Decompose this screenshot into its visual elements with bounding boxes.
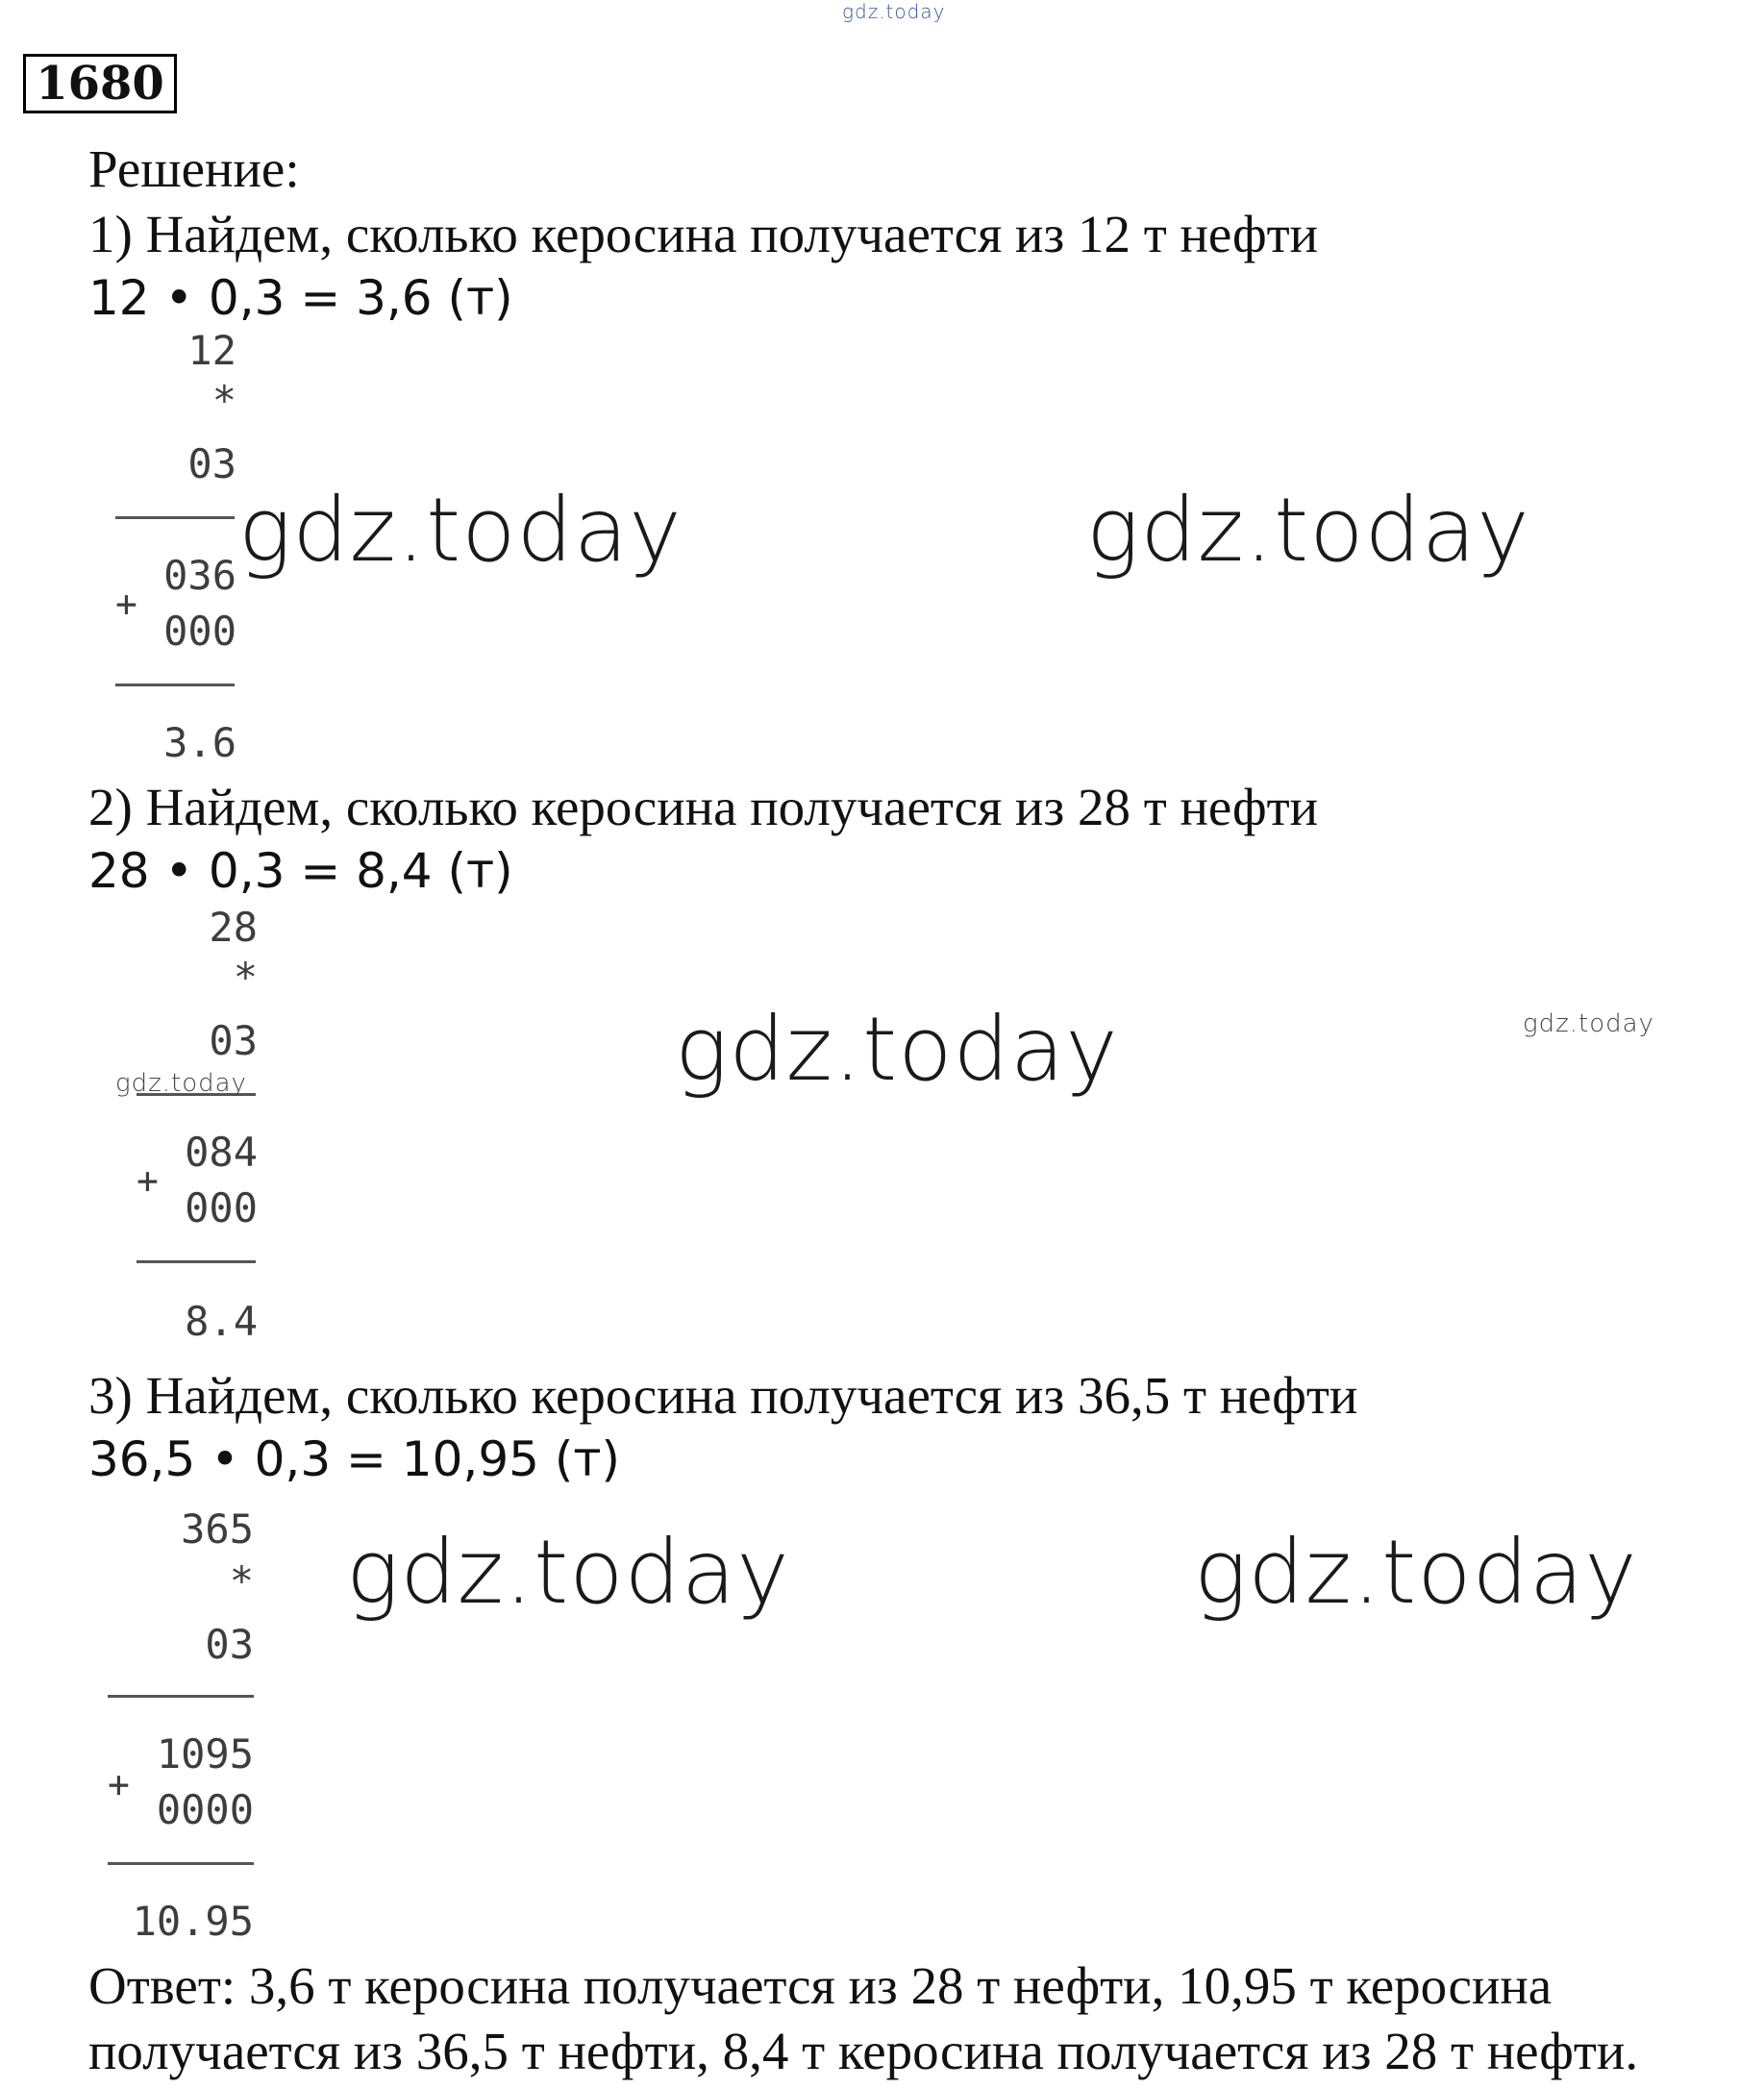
step-1-rule-1	[115, 516, 235, 519]
step-3-rule-2	[108, 1862, 254, 1865]
step-3-equation: 36,5 • 0,3 = 10,95 (т)	[88, 1431, 620, 1487]
step-1-partial-2: 000	[163, 608, 236, 655]
step-3-rule-1	[108, 1695, 254, 1698]
step-1-partial-1: 036	[163, 552, 236, 599]
step-3-partial-2: 0000	[156, 1786, 254, 1833]
step-1-multiplier: 03	[187, 440, 236, 487]
solution-heading: Решение:	[88, 139, 300, 198]
answer-line-2: получается из 36,5 т нефти, 8,4 т керосина получается из 28 т нефти.	[88, 2022, 1639, 2080]
step-2-partial-1: 084	[185, 1129, 258, 1176]
step-2-equation: 28 • 0,3 = 8,4 (т)	[88, 843, 513, 899]
step-2-multiplier: 03	[209, 1017, 258, 1064]
watermark-2: gdz.today	[1086, 479, 1530, 582]
step-2-result: 8.4	[185, 1298, 258, 1345]
step-3-plus: +	[108, 1763, 130, 1805]
answer-line-1: Ответ: 3,6 т керосина получается из 28 т нефти, 10,95 т керосина	[88, 1956, 1553, 2015]
step-1-rule-2	[115, 684, 235, 686]
watermark-top: gdz.today	[842, 0, 946, 23]
watermark-4: gdz.today	[346, 1521, 790, 1624]
step-3-result: 10.95	[132, 1898, 254, 1945]
step-1-plus: +	[115, 583, 137, 625]
step-3-partial-1: 1095	[156, 1730, 254, 1778]
step-2-text: 2) Найдем, сколько керосина получается из 28 т нефти	[88, 778, 1319, 836]
watermark-5: gdz.today	[1194, 1521, 1638, 1624]
step-1-equation: 12 • 0,3 = 3,6 (т)	[88, 270, 513, 326]
step-1-multiplicand: 12	[187, 327, 236, 374]
watermark-1: gdz.today	[238, 479, 683, 582]
step-2-rule-2	[137, 1260, 256, 1263]
step-3-operator: *	[229, 1557, 254, 1604]
watermark-3: gdz.today	[675, 998, 1119, 1101]
step-2-multiplicand: 28	[209, 904, 258, 951]
step-3-multiplicand: 365	[181, 1505, 254, 1553]
watermark-small-left: gdz.today	[115, 1069, 247, 1098]
step-3-multiplier: 03	[205, 1621, 254, 1668]
watermark-small-right: gdz.today	[1523, 1009, 1654, 1038]
step-1-text: 1) Найдем, сколько керосина получается из 12 т нефти	[88, 205, 1319, 263]
step-2-partial-2: 000	[185, 1184, 258, 1231]
step-1-result: 3.6	[163, 719, 236, 766]
step-3-text: 3) Найдем, сколько керосина получается из 36,5 т нефти	[88, 1366, 1358, 1425]
step-2-plus: +	[137, 1159, 159, 1202]
step-1-operator: *	[211, 377, 236, 424]
problem-number: 1680	[23, 54, 177, 113]
step-2-operator: *	[233, 954, 258, 1001]
